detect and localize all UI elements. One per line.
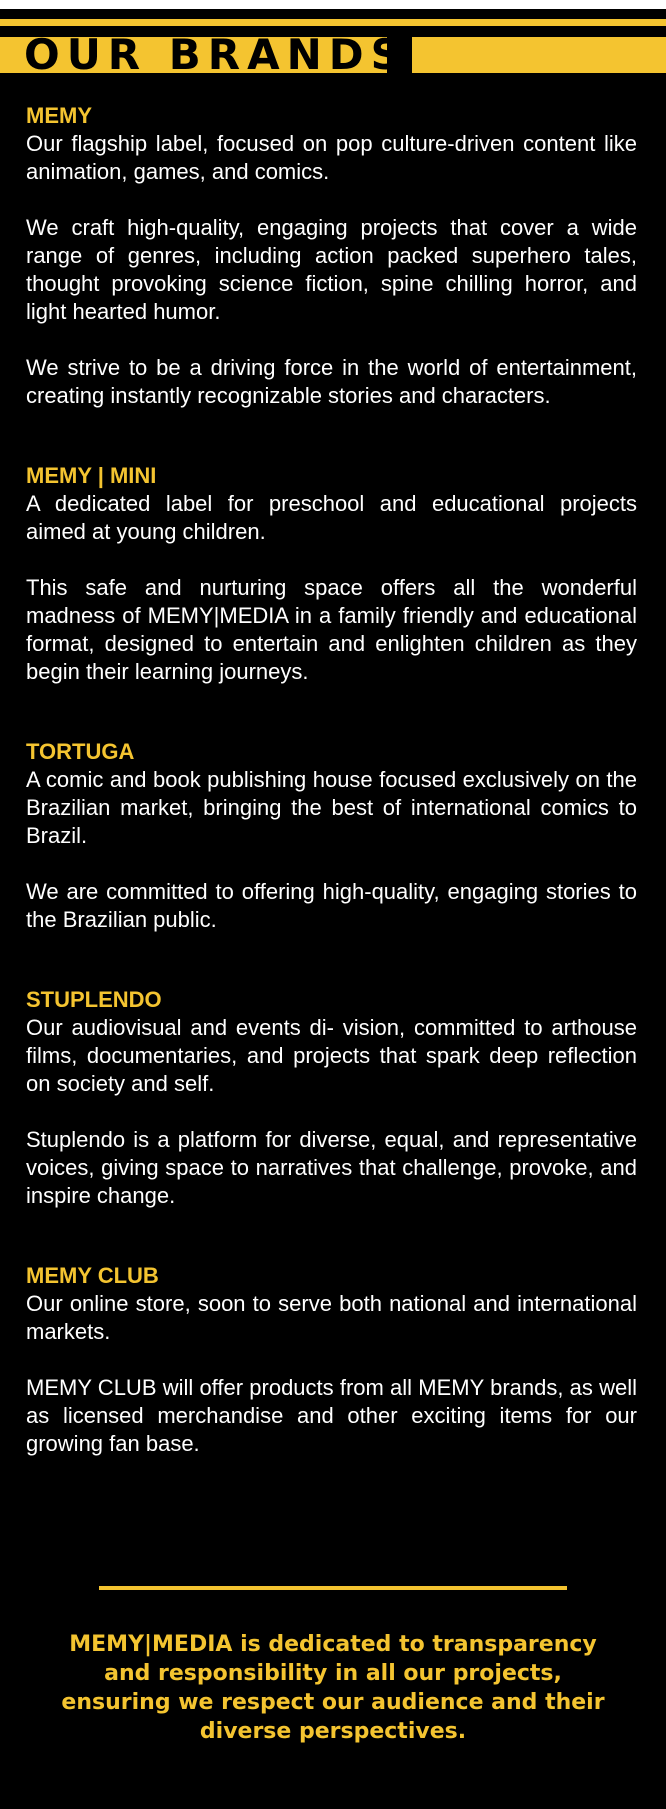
brand-stuplendo — [26, 986, 637, 1210]
brand-paragraph: A dedicated label for preschool and educational projects aimed at young children. — [26, 491, 637, 544]
section-divider — [99, 1586, 567, 1590]
closing-statement: MEMY|MEDIA is dedicated to transparency and responsibility in all our projects, ensuring we respect our audience and their diverse perspectives. — [61, 1632, 605, 1744]
top-accent-line — [0, 19, 666, 26]
brand-memy-mini — [26, 462, 637, 686]
brand-paragraph: We are committed to offering high-quality, engaging stories to the Brazilian public. — [26, 879, 637, 932]
page-title: OUR BRANDS — [24, 30, 408, 79]
brand-paragraph: A comic and book publishing house focused exclusively on the Brazilian market, bringing the best of international comics to Brazil. — [26, 767, 637, 848]
brand-paragraph: Our audiovisual and events di- vision, committed to arthouse films, documentaries, and projects that spark deep reflection on society and self. — [26, 1015, 637, 1096]
brand-paragraph: Stuplendo is a platform for diverse, equal, and representative voices, giving space to narratives that challenge, provoke, and inspire change. — [26, 1127, 637, 1208]
brand-name: MEMY — [26, 103, 92, 128]
brand-paragraph: We craft high-quality, engaging projects that cover a wide range of genres, including action packed superhero tales, thought provoking science fiction, spine chilling horror, and light hearted humor. — [26, 215, 637, 324]
brand-memy — [26, 102, 637, 410]
title-banner — [0, 30, 666, 79]
brand-name: STUPLENDO — [26, 987, 162, 1012]
brand-paragraph: Our online store, soon to serve both national and international markets. — [26, 1291, 637, 1344]
brand-paragraph: This safe and nurturing space offers all the wonderful madness of MEMY|MEDIA in a family friendly and educational format, designed to entertain and enlighten children as they begin their learning journeys. — [26, 575, 637, 684]
brand-paragraph: Our flagship label, focused on pop culture-driven content like animation, games, and comics. — [26, 131, 637, 184]
top-white-bar — [0, 0, 666, 9]
brand-name: MEMY CLUB — [26, 1263, 159, 1288]
brand-memy-club — [26, 1262, 637, 1458]
brand-paragraph: MEMY CLUB will offer products from all MEMY brands, as well as licensed merchandise and other exciting items for our growing fan base. — [26, 1375, 637, 1456]
brand-name: TORTUGA — [26, 739, 135, 764]
banner-right-block — [412, 37, 666, 73]
brand-tortuga — [26, 738, 637, 934]
brand-paragraph: We strive to be a driving force in the world of entertainment, creating instantly recognizable stories and characters. — [26, 355, 637, 408]
brands-list — [26, 102, 637, 1510]
brand-name: MEMY | MINI — [26, 463, 157, 488]
